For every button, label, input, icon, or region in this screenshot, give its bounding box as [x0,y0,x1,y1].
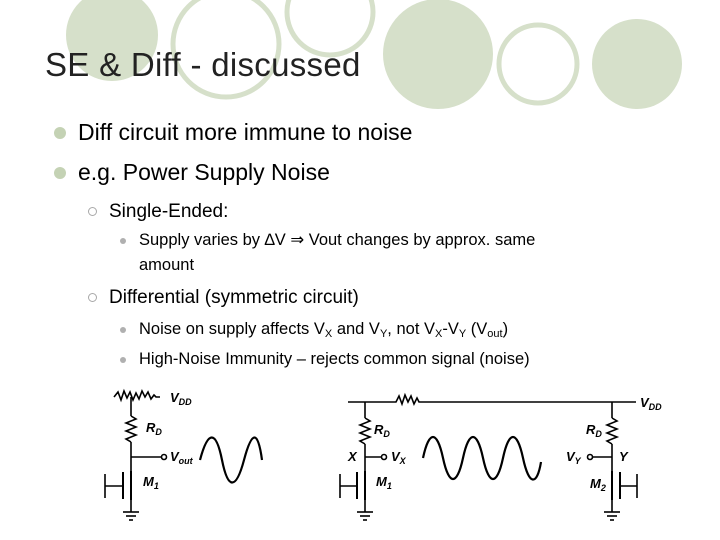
diff-rd-right-label: $R_D$ [586,422,602,439]
bullet-text: e.g. Power Supply Noise [78,159,330,185]
output-sine-wave [200,438,262,483]
diff-x-label: X [348,449,357,464]
diff-vy-label: $V_Y$ [566,449,581,466]
detail-text: High-Noise Immunity – rejects common signal (noise) [139,350,530,368]
se-rd-label: $R_D$ [146,420,162,437]
resistor-rd [126,416,136,442]
differential-circuit [340,395,637,520]
se-vdd-label: $V_{DD}$ [170,390,192,407]
se-vout-label: $V_{out}$ [170,449,193,466]
bullet-text: Diff circuit more immune to noise [78,119,413,145]
diff-rd-left-label: $R_D$ [374,422,390,439]
diff-vx-label: $V_X$ [391,449,406,466]
se-m1-label: $M_1$ [143,474,159,491]
resistor-rd-right [607,418,617,444]
detail-line2: amount [139,256,195,274]
diff-vdd-label: $V_{DD}$ [640,395,662,412]
diff-m2-label: $M_2$ [590,476,606,493]
sub-bullet-label: Single-Ended: [109,201,229,222]
detail-text: Noise on supply affects $V_X$ and $V_Y$, not $V_X-V_Y$ $(V_{out})$ [139,320,509,340]
diff-y-label: Y [619,449,628,464]
diff-m1-label: $M_1$ [376,474,392,491]
sub-bullet-label: Differential (symmetric circuit) [109,287,359,308]
resistor-rd-left [360,418,370,444]
differential-sine-wave [423,437,541,480]
vdd-noisy-rail [114,391,160,400]
slide-title: SE & Diff - discussed [45,46,361,83]
vdd-noisy-rail [348,395,636,404]
detail-line1: Supply varies by ∆V ⇒ Vout changes by approx. same [139,231,536,249]
